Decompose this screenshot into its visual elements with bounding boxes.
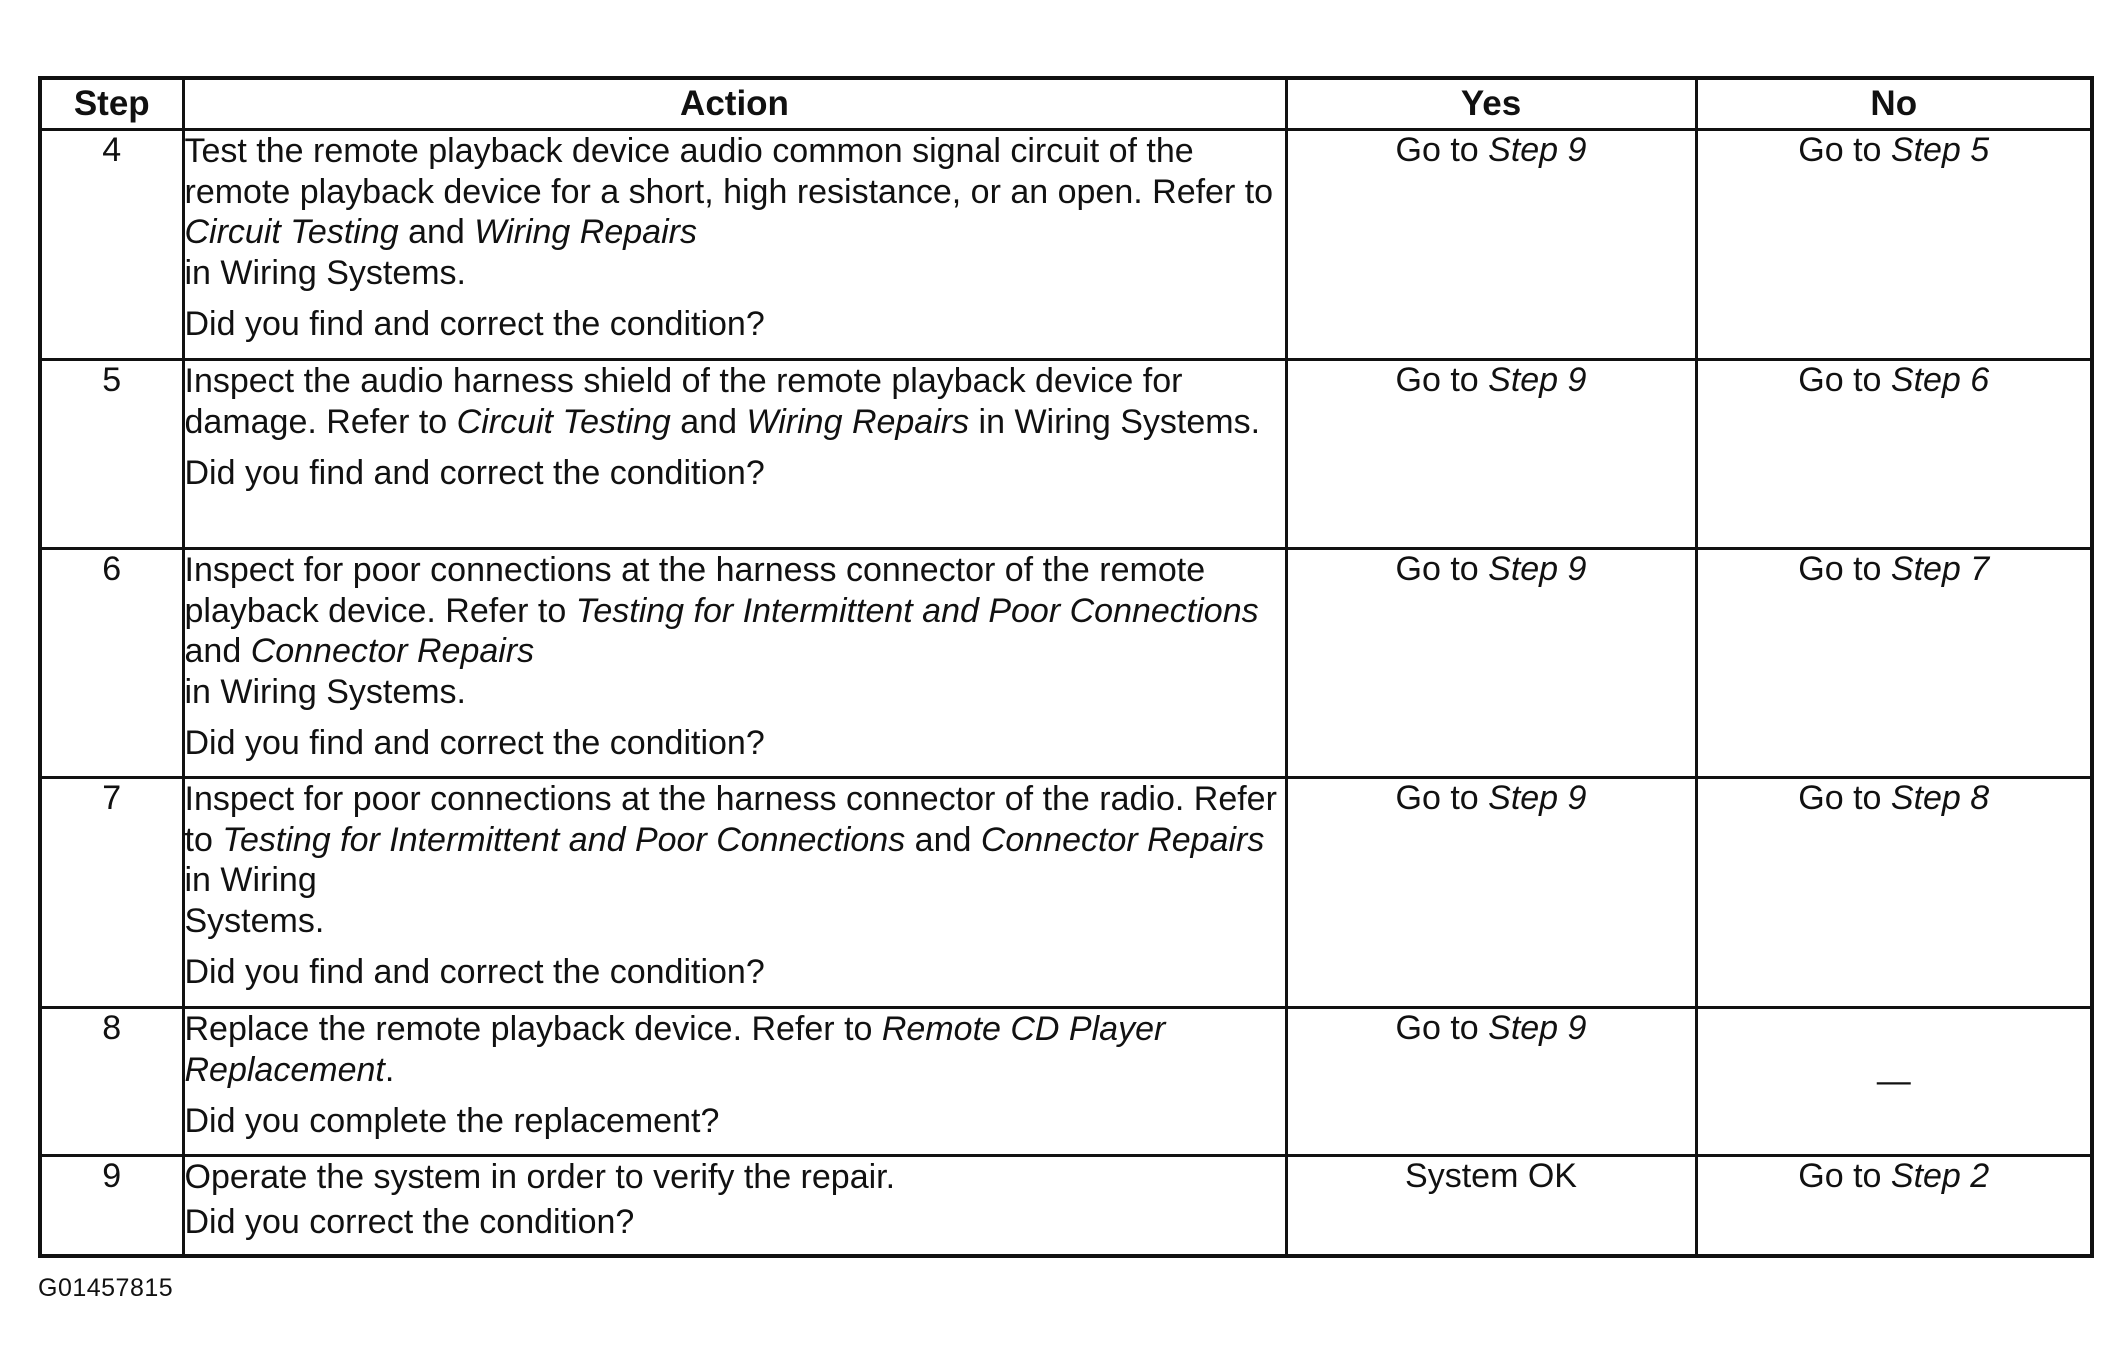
step-reference: Step 7	[1890, 550, 1990, 588]
goto-prefix: Go to	[1798, 361, 1891, 399]
yes-cell	[1286, 1008, 1696, 1156]
table-row	[40, 360, 2092, 549]
no-cell	[1696, 130, 2092, 360]
action-cell	[183, 778, 1286, 1008]
reference-link-text: Testing for Intermittent and Poor Connections	[575, 591, 1259, 630]
goto-prefix: Go to	[1798, 131, 1891, 169]
reference-link-text: Remote CD Player Replacement	[184, 1010, 1166, 1089]
goto-prefix: Go to	[1798, 779, 1891, 817]
no-cell	[1696, 549, 2092, 778]
table-row	[40, 130, 2092, 360]
action-cell	[183, 1008, 1286, 1156]
no-cell	[1696, 360, 2092, 549]
step-reference: Step 9	[1488, 1009, 1587, 1047]
instruction-text: and	[398, 213, 475, 251]
table-row	[40, 778, 2092, 1008]
reference-link-text: Wiring Repairs	[746, 402, 970, 441]
yes-cell	[1286, 778, 1696, 1008]
instruction-text: Inspect for poor connections at the harness connector of the radio. Refer to	[184, 780, 1277, 859]
action-cell	[183, 360, 1286, 549]
instruction-text: Inspect for poor connections at the harness connector of the remote playback device. Refer to	[184, 551, 1206, 630]
reference-link-text: Circuit Testing	[184, 213, 399, 251]
instruction-text: in Wiring Systems.	[184, 672, 466, 711]
instruction-text: in Wiring	[184, 861, 317, 899]
instruction-text: Test the remote playback device audio common signal circuit of the remote playback device for a short, high resistance, or an open. Refer to	[184, 132, 1274, 211]
instruction-text: Operate the system in order to verify the repair.	[184, 1158, 896, 1196]
goto-prefix: Go to	[1798, 1157, 1891, 1195]
figure-id: G01457815	[38, 1274, 174, 1302]
header-action: Action	[183, 78, 1286, 130]
step-number: 6	[40, 549, 183, 778]
table-row	[40, 1156, 2092, 1256]
action-question: Did you correct the condition?	[184, 1202, 635, 1241]
action-instruction	[185, 779, 1285, 941]
step-number: 4	[40, 130, 183, 360]
instruction-text: and	[184, 632, 251, 670]
step-reference: Step 8	[1890, 779, 1990, 817]
step-reference: Step 9	[1488, 550, 1587, 588]
no-cell: —	[1696, 1008, 2092, 1156]
header-step: Step	[40, 78, 183, 130]
table-row	[40, 1008, 2092, 1156]
action-question: Did you find and correct the condition?	[184, 724, 765, 762]
action-cell	[183, 1156, 1286, 1256]
instruction-text: .	[384, 1050, 395, 1089]
yes-cell	[1286, 549, 1696, 778]
yes-cell: System OK	[1286, 1156, 1696, 1256]
reference-link-text: Testing for Intermittent and Poor Connections	[222, 820, 906, 859]
goto-prefix: Go to	[1395, 1009, 1489, 1047]
no-cell	[1696, 1156, 2092, 1256]
action-question: Did you find and correct the condition?	[184, 454, 765, 492]
action-instruction	[185, 550, 1285, 712]
action-question: Did you complete the replacement?	[184, 1102, 720, 1140]
step-reference: Step 9	[1488, 779, 1587, 817]
goto-prefix: Go to	[1395, 779, 1489, 817]
diagnostic-table	[38, 76, 2094, 1258]
header-no: No	[1696, 78, 2092, 130]
step-reference: Step 9	[1488, 361, 1587, 399]
instruction-text: in Wiring Systems.	[969, 402, 1261, 441]
action-instruction	[185, 361, 1285, 442]
action-cell	[183, 130, 1286, 360]
reference-link-text: Circuit Testing	[456, 402, 671, 441]
goto-prefix: Go to	[1395, 550, 1489, 588]
reference-link-text: Connector Repairs	[980, 820, 1265, 859]
yes-cell	[1286, 360, 1696, 549]
instruction-text: and	[905, 820, 981, 859]
header-yes: Yes	[1286, 78, 1696, 130]
action-instruction	[185, 1157, 1285, 1198]
action-instruction	[185, 131, 1285, 293]
no-cell	[1696, 778, 2092, 1008]
reference-link-text: Wiring Repairs	[474, 213, 697, 251]
instruction-text: and	[670, 402, 747, 441]
instruction-text: in Wiring Systems.	[184, 253, 466, 292]
step-number: 8	[40, 1008, 183, 1156]
action-cell	[183, 549, 1286, 778]
yes-cell	[1286, 130, 1696, 360]
action-instruction	[185, 1009, 1285, 1090]
goto-prefix: Go to	[1395, 361, 1489, 399]
goto-prefix: Go to	[1798, 550, 1891, 588]
step-reference: Step 6	[1890, 361, 1990, 399]
instruction-text: Replace the remote playback device. Refer to	[184, 1010, 882, 1048]
reference-link-text: Connector Repairs	[250, 632, 535, 670]
step-reference: Step 9	[1488, 131, 1587, 169]
instruction-text: Inspect the audio harness shield of the remote playback device for damage. Refer to	[184, 362, 1183, 441]
action-question: Did you find and correct the condition?	[184, 953, 765, 991]
table-header-row	[40, 78, 2092, 130]
goto-prefix: Go to	[1395, 131, 1489, 169]
step-number: 9	[40, 1156, 183, 1256]
step-reference: Step 5	[1890, 131, 1990, 169]
step-number: 5	[40, 360, 183, 549]
step-number: 7	[40, 778, 183, 1008]
table-row	[40, 549, 2092, 778]
action-question: Did you find and correct the condition?	[184, 305, 765, 343]
step-reference: Step 2	[1890, 1157, 1990, 1195]
instruction-text: Systems.	[184, 901, 325, 940]
